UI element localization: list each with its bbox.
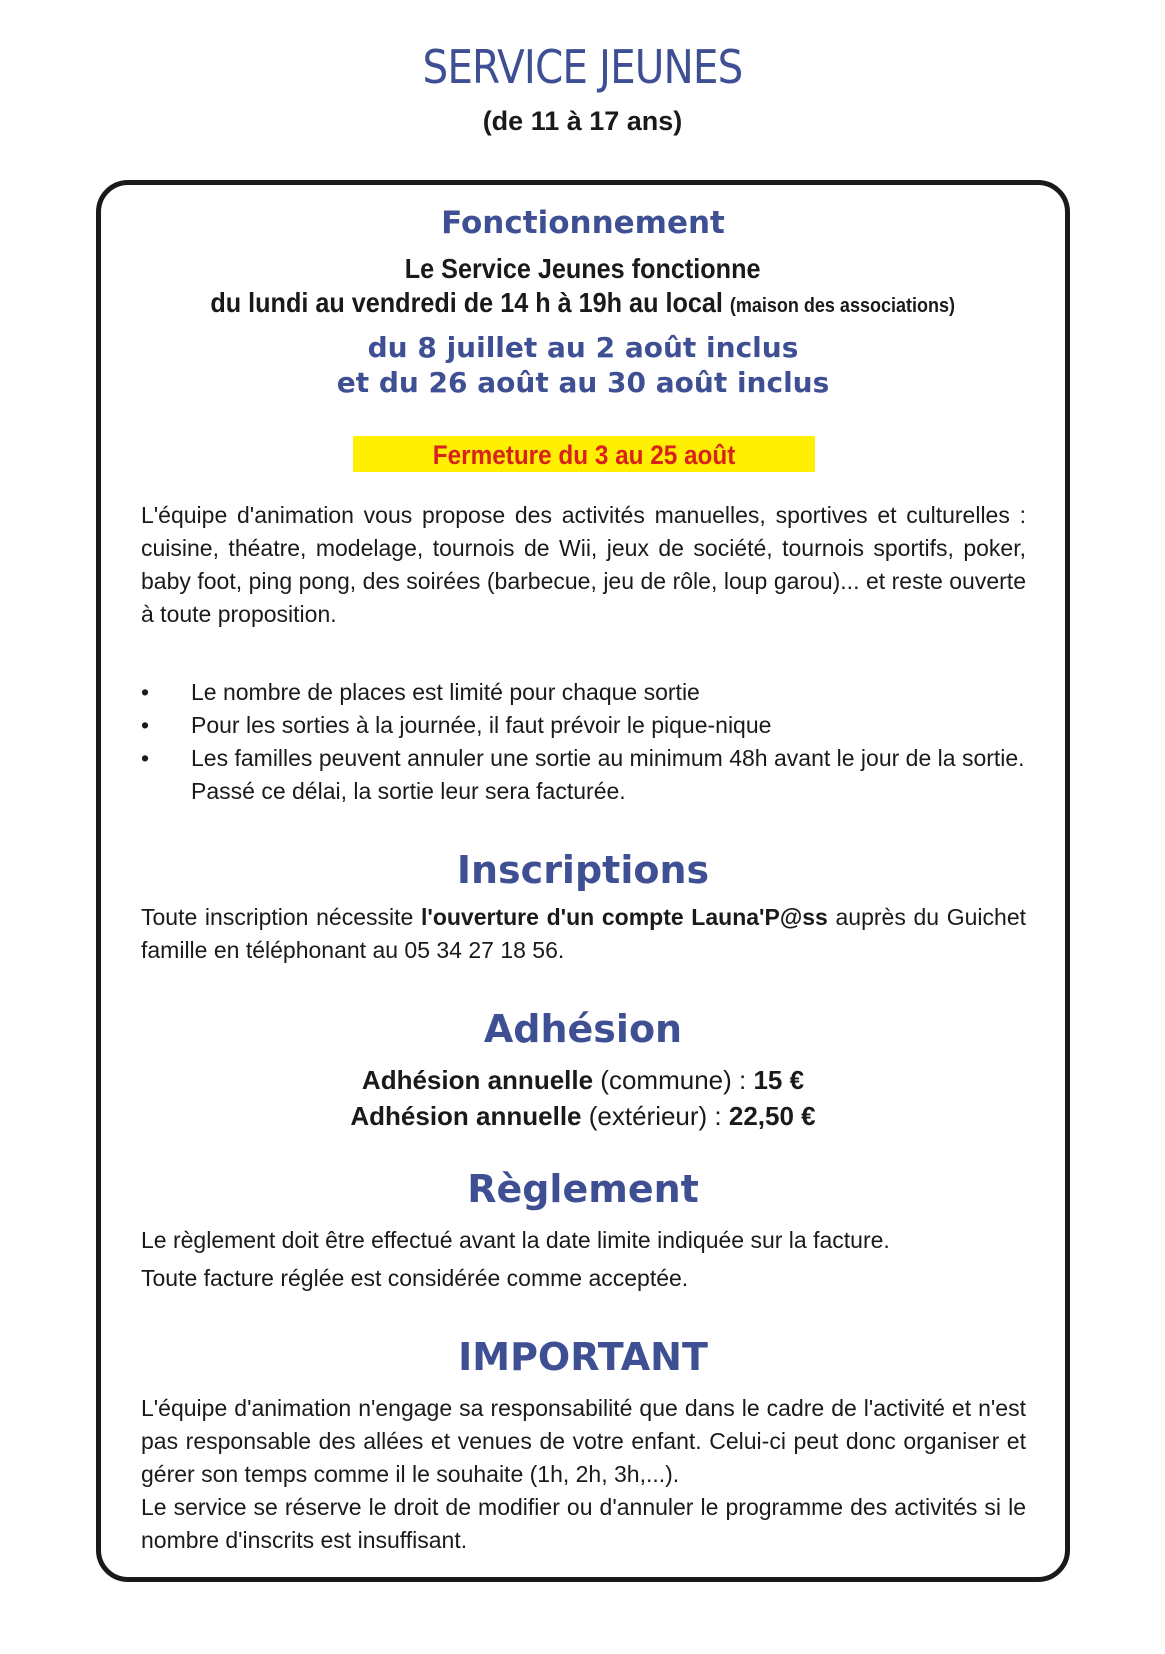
adhesion-label: Adhésion annuelle [361, 1065, 594, 1095]
adhesion-price: 22,50 € [728, 1101, 816, 1131]
inscriptions-text-start: Toute inscription nécessite [141, 904, 421, 930]
list-item-text: Le nombre de places est limité pour chaque sortie [191, 679, 700, 705]
age-range: (de 11 à 17 ans) [482, 106, 683, 136]
heading-reglement: Règlement [467, 1167, 699, 1211]
important-paragraph-2: Le service se réserve le droit de modifier ou d'annuler le programme des activités si le nombre d'inscrits est insuffisant. [141, 1494, 1026, 1553]
heading-important: IMPORTANT [458, 1335, 708, 1379]
bullet-icon: • [141, 712, 150, 738]
closure-badge [353, 436, 815, 472]
schedule-hours-wrap [211, 287, 956, 319]
list-item-text: Les familles peuvent annuler une sortie au minimum 48h avant le jour de la sortie. Passé ce délai, la sortie leur sera facturée. [191, 745, 1025, 804]
schedule-intro [96, 253, 1070, 285]
adhesion-price: 15 € [753, 1065, 805, 1095]
bullet-icon: • [141, 679, 150, 705]
period-1: du 8 juillet au 2 août inclus [367, 331, 799, 364]
period-2: et du 26 août au 30 août inclus [336, 366, 830, 399]
heading-inscriptions: Inscriptions [456, 848, 710, 892]
list-item [141, 676, 1026, 709]
list-item [141, 742, 1026, 808]
bullet-icon: • [141, 745, 150, 771]
page-title: SERVICE JEUNES [422, 40, 743, 94]
adhesion-qualifier: (commune) : [593, 1065, 754, 1095]
reglement-line-2: Toute facture réglée est considérée comme acceptée. [141, 1265, 689, 1291]
closure-text: Fermeture du 3 au 25 août [432, 440, 736, 470]
schedule-hours [96, 287, 1070, 319]
rules-list [141, 676, 1026, 808]
important-paragraph-1: L'équipe d'animation n'engage sa responsabilité que dans le cadre de l'activité et n'est pas responsable des allées et venues de votre enfant. Celui-ci peut donc organiser et gérer son temps comme il le souhaite (1h, 2h, 3h,...). [141, 1395, 1026, 1487]
heading-adhesion: Adhésion [483, 1007, 683, 1051]
inscriptions-paragraph [141, 901, 1026, 967]
schedule-location-note: (maison des associations) [730, 295, 956, 317]
inscriptions-account-text: l'ouverture d'un compte Launa'P@ss [420, 904, 828, 930]
adhesion-label: Adhésion annuelle [350, 1101, 582, 1131]
inscriptions-text-end: auprès du Guichet famille en téléphonant au 05 34 27 18 56. [141, 904, 1027, 963]
reglement-line-1: Le règlement doit être effectué avant la date limite indiquée sur la facture. [141, 1227, 890, 1253]
adhesion-row-commune [96, 1065, 1070, 1096]
adhesion-qualifier: (extérieur) : [581, 1101, 729, 1131]
schedule-intro-text: Le Service Jeunes fonctionne [405, 253, 761, 284]
list-item-text: Pour les sorties à la journée, il faut prévoir le pique-nique [191, 712, 772, 738]
activities-paragraph: L'équipe d'animation vous propose des activités manuelles, sportives et culturelles : cuisine, théatre, modelage, tournois de Wii, jeux de société, tournois sportifs, poker, baby foot, ping pong, des soirées (barbecue, jeu de rôle, loup garou)... et reste ouverte à toute proposition. [141, 502, 1026, 627]
schedule-hours-text: du lundi au vendredi de 14 h à 19h au local [210, 287, 724, 318]
heading-fonctionnement: Fonctionnement [441, 205, 725, 241]
list-item [141, 709, 1026, 742]
adhesion-row-exterieur [96, 1101, 1070, 1132]
